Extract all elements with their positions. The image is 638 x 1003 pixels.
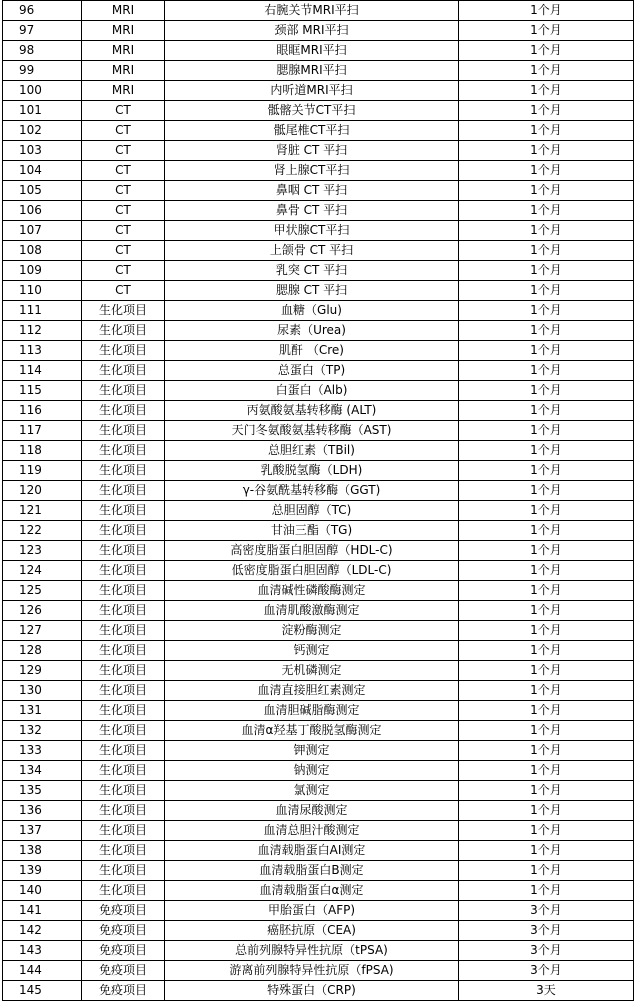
table-row — [3, 161, 634, 181]
period-cell: 1个月 — [459, 761, 634, 781]
row-number: 140 — [3, 881, 82, 901]
category-cell: 生化项目 — [82, 721, 165, 741]
period-cell: 1个月 — [459, 481, 634, 501]
item-name-cell: 上颌骨 CT 平扫 — [165, 241, 459, 261]
category-cell: CT — [82, 261, 165, 281]
row-number: 107 — [3, 221, 82, 241]
item-name-cell: 癌胚抗原（CEA) — [165, 921, 459, 941]
period-cell: 1个月 — [459, 41, 634, 61]
row-number: 114 — [3, 361, 82, 381]
category-cell: 生化项目 — [82, 441, 165, 461]
period-cell: 1个月 — [459, 161, 634, 181]
table-row — [3, 181, 634, 201]
category-cell: CT — [82, 121, 165, 141]
table-row — [3, 861, 634, 881]
item-name-cell: 氯测定 — [165, 781, 459, 801]
row-number: 105 — [3, 181, 82, 201]
category-cell: 生化项目 — [82, 501, 165, 521]
row-number: 121 — [3, 501, 82, 521]
row-number: 142 — [3, 921, 82, 941]
item-name-cell: 腮腺 CT 平扫 — [165, 281, 459, 301]
category-cell: 生化项目 — [82, 861, 165, 881]
category-cell: 免疫项目 — [82, 921, 165, 941]
period-cell: 1个月 — [459, 1, 634, 21]
category-cell: 生化项目 — [82, 701, 165, 721]
item-name-cell: 肾脏 CT 平扫 — [165, 141, 459, 161]
category-cell: 生化项目 — [82, 581, 165, 601]
item-name-cell: 乳酸脱氢酶（LDH) — [165, 461, 459, 481]
row-number: 123 — [3, 541, 82, 561]
period-cell: 1个月 — [459, 821, 634, 841]
row-number: 104 — [3, 161, 82, 181]
row-number: 112 — [3, 321, 82, 341]
table-row — [3, 21, 634, 41]
item-name-cell: 血清总胆汁酸测定 — [165, 821, 459, 841]
table-row — [3, 521, 634, 541]
item-name-cell: 腮腺MRI平扫 — [165, 61, 459, 81]
item-name-cell: 肌酐 （Cre) — [165, 341, 459, 361]
row-number: 126 — [3, 601, 82, 621]
item-name-cell: 钙测定 — [165, 641, 459, 661]
row-number: 100 — [3, 81, 82, 101]
category-cell: 生化项目 — [82, 461, 165, 481]
category-cell: 生化项目 — [82, 341, 165, 361]
row-number: 98 — [3, 41, 82, 61]
table-row — [3, 821, 634, 841]
category-cell: 生化项目 — [82, 401, 165, 421]
row-number: 111 — [3, 301, 82, 321]
period-cell: 1个月 — [459, 461, 634, 481]
table-row — [3, 841, 634, 861]
item-name-cell: 总胆红素（TBil) — [165, 441, 459, 461]
category-cell: MRI — [82, 41, 165, 61]
period-cell: 1个月 — [459, 601, 634, 621]
category-cell: 生化项目 — [82, 541, 165, 561]
category-cell: 生化项目 — [82, 741, 165, 761]
period-cell: 1个月 — [459, 141, 634, 161]
period-cell: 1个月 — [459, 301, 634, 321]
period-cell: 1个月 — [459, 281, 634, 301]
table-row — [3, 761, 634, 781]
category-cell: 生化项目 — [82, 621, 165, 641]
table-row — [3, 641, 634, 661]
row-number: 134 — [3, 761, 82, 781]
table-row — [3, 981, 634, 1001]
item-name-cell: 甘油三酯（TG) — [165, 521, 459, 541]
period-cell: 1个月 — [459, 701, 634, 721]
category-cell: CT — [82, 241, 165, 261]
category-cell: 生化项目 — [82, 301, 165, 321]
item-name-cell: 鼻咽 CT 平扫 — [165, 181, 459, 201]
category-cell: 生化项目 — [82, 681, 165, 701]
table-row — [3, 101, 634, 121]
row-number: 124 — [3, 561, 82, 581]
category-cell: CT — [82, 141, 165, 161]
row-number: 144 — [3, 961, 82, 981]
exam-items-table — [2, 0, 634, 1001]
category-cell: 生化项目 — [82, 661, 165, 681]
item-name-cell: 肾上腺CT平扫 — [165, 161, 459, 181]
category-cell: 生化项目 — [82, 521, 165, 541]
category-cell: MRI — [82, 1, 165, 21]
row-number: 118 — [3, 441, 82, 461]
row-number: 136 — [3, 801, 82, 821]
category-cell: CT — [82, 201, 165, 221]
table-row — [3, 921, 634, 941]
category-cell: MRI — [82, 21, 165, 41]
table-row — [3, 261, 634, 281]
item-name-cell: 血清碱性磷酸酶测定 — [165, 581, 459, 601]
row-number: 119 — [3, 461, 82, 481]
category-cell: 生化项目 — [82, 821, 165, 841]
table-row — [3, 401, 634, 421]
row-number: 138 — [3, 841, 82, 861]
table-row — [3, 381, 634, 401]
row-number: 99 — [3, 61, 82, 81]
category-cell: 生化项目 — [82, 361, 165, 381]
row-number: 96 — [3, 1, 82, 21]
table-row — [3, 41, 634, 61]
table-row — [3, 781, 634, 801]
period-cell: 1个月 — [459, 781, 634, 801]
table-row — [3, 1, 634, 21]
item-name-cell: 总蛋白（TP) — [165, 361, 459, 381]
item-name-cell: 颈部 MRI平扫 — [165, 21, 459, 41]
period-cell: 1个月 — [459, 501, 634, 521]
category-cell: 生化项目 — [82, 841, 165, 861]
category-cell: CT — [82, 101, 165, 121]
period-cell: 1个月 — [459, 621, 634, 641]
item-name-cell: 低密度脂蛋白胆固醇（LDL-C) — [165, 561, 459, 581]
period-cell: 3个月 — [459, 901, 634, 921]
period-cell: 1个月 — [459, 641, 634, 661]
table-row — [3, 661, 634, 681]
row-number: 122 — [3, 521, 82, 541]
item-name-cell: 尿素（Urea) — [165, 321, 459, 341]
row-number: 125 — [3, 581, 82, 601]
item-name-cell: 无机磷测定 — [165, 661, 459, 681]
period-cell: 1个月 — [459, 561, 634, 581]
table-row — [3, 721, 634, 741]
row-number: 139 — [3, 861, 82, 881]
table-row — [3, 881, 634, 901]
table-row — [3, 81, 634, 101]
row-number: 133 — [3, 741, 82, 761]
table-row — [3, 201, 634, 221]
table-row — [3, 961, 634, 981]
table-row — [3, 801, 634, 821]
table-body — [3, 1, 634, 1001]
item-name-cell: 血清载脂蛋白α测定 — [165, 881, 459, 901]
row-number: 115 — [3, 381, 82, 401]
table-row — [3, 441, 634, 461]
item-name-cell: 血清载脂蛋白B测定 — [165, 861, 459, 881]
item-name-cell: 游离前列腺特异性抗原（fPSA) — [165, 961, 459, 981]
item-name-cell: 眼眶MRI平扫 — [165, 41, 459, 61]
period-cell: 1个月 — [459, 61, 634, 81]
row-number: 128 — [3, 641, 82, 661]
period-cell: 1个月 — [459, 801, 634, 821]
category-cell: 生化项目 — [82, 601, 165, 621]
item-name-cell: 淀粉酶测定 — [165, 621, 459, 641]
period-cell: 1个月 — [459, 81, 634, 101]
row-number: 120 — [3, 481, 82, 501]
period-cell: 1个月 — [459, 681, 634, 701]
category-cell: 生化项目 — [82, 761, 165, 781]
table-row — [3, 621, 634, 641]
period-cell: 1个月 — [459, 741, 634, 761]
table-row — [3, 221, 634, 241]
item-name-cell: 钠测定 — [165, 761, 459, 781]
period-cell: 1个月 — [459, 361, 634, 381]
table-row — [3, 241, 634, 261]
table-row — [3, 901, 634, 921]
row-number: 102 — [3, 121, 82, 141]
item-name-cell: 天门冬氨酸氨基转移酶（AST) — [165, 421, 459, 441]
category-cell: CT — [82, 281, 165, 301]
period-cell: 3个月 — [459, 921, 634, 941]
period-cell: 1个月 — [459, 861, 634, 881]
item-name-cell: 骶尾椎CT平扫 — [165, 121, 459, 141]
category-cell: 免疫项目 — [82, 981, 165, 1001]
period-cell: 1个月 — [459, 261, 634, 281]
item-name-cell: 内听道MRI平扫 — [165, 81, 459, 101]
category-cell: 生化项目 — [82, 421, 165, 441]
category-cell: 免疫项目 — [82, 901, 165, 921]
table-row — [3, 321, 634, 341]
row-number: 103 — [3, 141, 82, 161]
category-cell: 免疫项目 — [82, 941, 165, 961]
category-cell: 免疫项目 — [82, 961, 165, 981]
item-name-cell: 血清胆碱脂酶测定 — [165, 701, 459, 721]
table-row — [3, 121, 634, 141]
table-row — [3, 301, 634, 321]
item-name-cell: 丙氨酸氨基转移酶 (ALT) — [165, 401, 459, 421]
category-cell: 生化项目 — [82, 481, 165, 501]
period-cell: 1个月 — [459, 661, 634, 681]
category-cell: CT — [82, 221, 165, 241]
period-cell: 1个月 — [459, 221, 634, 241]
table-row — [3, 501, 634, 521]
row-number: 141 — [3, 901, 82, 921]
period-cell: 1个月 — [459, 521, 634, 541]
period-cell: 1个月 — [459, 441, 634, 461]
table-row — [3, 581, 634, 601]
period-cell: 1个月 — [459, 181, 634, 201]
item-name-cell: 鼻骨 CT 平扫 — [165, 201, 459, 221]
item-name-cell: 甲状腺CT平扫 — [165, 221, 459, 241]
table-row — [3, 461, 634, 481]
table-row — [3, 61, 634, 81]
row-number: 116 — [3, 401, 82, 421]
row-number: 110 — [3, 281, 82, 301]
table-row — [3, 281, 634, 301]
period-cell: 3个月 — [459, 941, 634, 961]
table-row — [3, 141, 634, 161]
item-name-cell: 血糖（Glu) — [165, 301, 459, 321]
table-row — [3, 601, 634, 621]
row-number: 101 — [3, 101, 82, 121]
table-row — [3, 741, 634, 761]
period-cell: 1个月 — [459, 421, 634, 441]
item-name-cell: γ-谷氨酰基转移酶（GGT) — [165, 481, 459, 501]
table-row — [3, 561, 634, 581]
item-name-cell: 特殊蛋白（CRP) — [165, 981, 459, 1001]
row-number: 106 — [3, 201, 82, 221]
item-name-cell: 骶髂关节CT平扫 — [165, 101, 459, 121]
period-cell: 1个月 — [459, 381, 634, 401]
item-name-cell: 高密度脂蛋白胆固醇（HDL-C) — [165, 541, 459, 561]
category-cell: 生化项目 — [82, 801, 165, 821]
category-cell: CT — [82, 181, 165, 201]
period-cell: 3个月 — [459, 961, 634, 981]
row-number: 131 — [3, 701, 82, 721]
category-cell: MRI — [82, 61, 165, 81]
period-cell: 1个月 — [459, 241, 634, 261]
row-number: 130 — [3, 681, 82, 701]
period-cell: 1个月 — [459, 541, 634, 561]
item-name-cell: 血清载脂蛋白AⅠ测定 — [165, 841, 459, 861]
row-number: 108 — [3, 241, 82, 261]
table-row — [3, 341, 634, 361]
table-row — [3, 701, 634, 721]
item-name-cell: 血清α羟基丁酸脱氢酶测定 — [165, 721, 459, 741]
category-cell: 生化项目 — [82, 561, 165, 581]
row-number: 117 — [3, 421, 82, 441]
item-name-cell: 血清尿酸测定 — [165, 801, 459, 821]
row-number: 129 — [3, 661, 82, 681]
period-cell: 1个月 — [459, 341, 634, 361]
period-cell: 1个月 — [459, 721, 634, 741]
row-number: 145 — [3, 981, 82, 1001]
row-number: 109 — [3, 261, 82, 281]
item-name-cell: 总胆固醇（TC) — [165, 501, 459, 521]
table-row — [3, 541, 634, 561]
item-name-cell: 乳突 CT 平扫 — [165, 261, 459, 281]
item-name-cell: 血清直接胆红素测定 — [165, 681, 459, 701]
row-number: 127 — [3, 621, 82, 641]
table-row — [3, 361, 634, 381]
item-name-cell: 总前列腺特异性抗原（tPSA) — [165, 941, 459, 961]
period-cell: 3天 — [459, 981, 634, 1001]
table-row — [3, 481, 634, 501]
row-number: 113 — [3, 341, 82, 361]
row-number: 97 — [3, 21, 82, 41]
row-number: 135 — [3, 781, 82, 801]
table-row — [3, 941, 634, 961]
period-cell: 1个月 — [459, 581, 634, 601]
item-name-cell: 甲胎蛋白（AFP) — [165, 901, 459, 921]
period-cell: 1个月 — [459, 321, 634, 341]
period-cell: 1个月 — [459, 121, 634, 141]
table-row — [3, 421, 634, 441]
row-number: 143 — [3, 941, 82, 961]
period-cell: 1个月 — [459, 21, 634, 41]
row-number: 137 — [3, 821, 82, 841]
period-cell: 1个月 — [459, 401, 634, 421]
item-name-cell: 白蛋白（Alb) — [165, 381, 459, 401]
item-name-cell: 右腕关节MRI平扫 — [165, 1, 459, 21]
category-cell: CT — [82, 161, 165, 181]
category-cell: 生化项目 — [82, 381, 165, 401]
period-cell: 1个月 — [459, 101, 634, 121]
row-number: 132 — [3, 721, 82, 741]
category-cell: 生化项目 — [82, 321, 165, 341]
period-cell: 1个月 — [459, 841, 634, 861]
period-cell: 1个月 — [459, 201, 634, 221]
category-cell: 生化项目 — [82, 881, 165, 901]
item-name-cell: 血清肌酸激酶测定 — [165, 601, 459, 621]
category-cell: MRI — [82, 81, 165, 101]
category-cell: 生化项目 — [82, 641, 165, 661]
table-row — [3, 681, 634, 701]
period-cell: 1个月 — [459, 881, 634, 901]
item-name-cell: 钾测定 — [165, 741, 459, 761]
category-cell: 生化项目 — [82, 781, 165, 801]
